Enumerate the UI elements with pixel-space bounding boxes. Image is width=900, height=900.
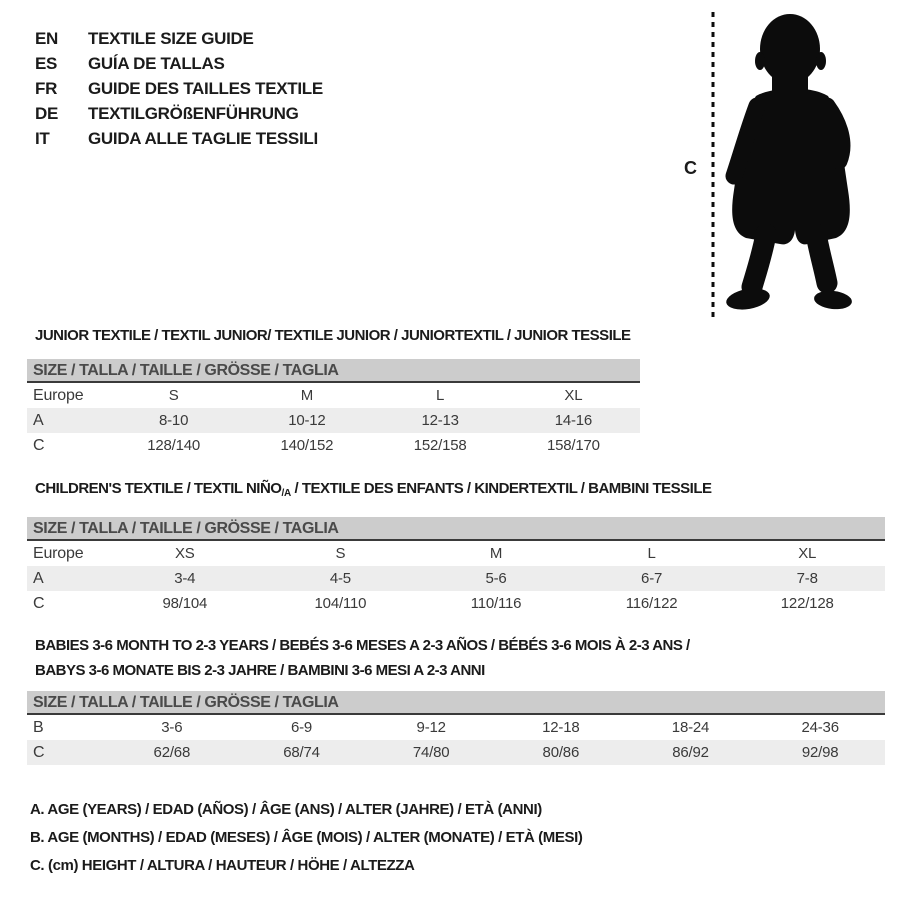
size-cell: L xyxy=(647,545,656,562)
language-code: IT xyxy=(35,128,50,148)
size-cell: 18-24 xyxy=(671,719,710,736)
size-cell: 98/104 xyxy=(162,595,208,612)
size-cell: 92/98 xyxy=(801,744,839,761)
heading-text: / TEXTILE DES ENFANTS / KINDERTEXTIL / BAMBINI TESSILE xyxy=(290,480,712,497)
heading-subscript: /A xyxy=(281,488,291,499)
row-label: A xyxy=(33,411,44,429)
size-cell: 140/152 xyxy=(280,437,334,454)
size-cell: 110/116 xyxy=(470,595,522,612)
footnote-c: C. (cm) HEIGHT / ALTURA / HAUTEUR / HÖHE / ALTEZZA xyxy=(30,857,415,874)
size-cell: 80/86 xyxy=(542,744,580,761)
table-row xyxy=(27,715,885,740)
row-label: C xyxy=(33,743,45,761)
height-label: C xyxy=(684,158,697,178)
language-row xyxy=(35,101,323,126)
size-cell: 4-5 xyxy=(329,570,351,587)
heading-line: BABIES 3-6 MONTH TO 2-3 YEARS / BEBÉS 3-6 MESES A 2-3 AÑOS / BÉBÉS 3-6 MOIS À 2-3 ANS / xyxy=(35,637,690,654)
footnote-a: A. AGE (YEARS) / EDAD (AÑOS) / ÂGE (ANS) / ALTER (JAHRE) / ETÀ (ANNI) xyxy=(30,801,542,818)
language-row xyxy=(35,26,323,51)
size-cell: 10-12 xyxy=(288,412,326,429)
section-heading-babies xyxy=(35,633,690,683)
size-cell: 14-16 xyxy=(554,412,593,429)
table-row xyxy=(27,566,885,591)
size-cell: 116/122 xyxy=(625,595,678,612)
language-code: EN xyxy=(35,28,59,48)
footnote-b: B. AGE (MONTHS) / EDAD (MESES) / ÂGE (MOIS) / ALTER (MONATE) / ETÀ (MESI) xyxy=(30,829,583,846)
row-label: Europe xyxy=(33,544,84,562)
size-cell: M xyxy=(300,387,314,404)
language-label: GUÍA DE TALLAS xyxy=(88,53,225,73)
height-figure xyxy=(660,0,900,322)
size-cell: S xyxy=(335,545,346,562)
size-cell: 152/158 xyxy=(413,437,467,454)
size-cell: 158/170 xyxy=(546,437,600,454)
size-cell: 6-9 xyxy=(290,719,313,736)
row-label: C xyxy=(33,594,45,612)
size-header-bar: SIZE / TALLA / TAILLE / GRÖSSE / TAGLIA xyxy=(27,691,885,715)
language-title-list xyxy=(35,26,323,151)
size-cell: 122/128 xyxy=(780,595,834,612)
size-cell: 12-18 xyxy=(542,719,580,736)
size-cell: 5-6 xyxy=(485,570,507,587)
language-row xyxy=(35,76,323,101)
row-label: Europe xyxy=(33,386,84,404)
footnote-list xyxy=(30,796,582,880)
table-row xyxy=(27,541,885,566)
table-row xyxy=(27,740,885,765)
size-cell: 24-36 xyxy=(801,719,839,736)
heading-text: CHILDREN'S TEXTILE / TEXTIL NIÑO xyxy=(35,480,282,497)
size-cell: XL xyxy=(564,387,583,404)
size-cell: 12-13 xyxy=(421,412,459,429)
size-cell: XS xyxy=(174,545,195,562)
size-header-bar: SIZE / TALLA / TAILLE / GRÖSSE / TAGLIA xyxy=(27,517,885,541)
row-label: C xyxy=(33,436,45,454)
size-table-children xyxy=(27,517,885,616)
size-cell: 7-8 xyxy=(796,570,818,587)
language-code: DE xyxy=(35,103,59,123)
size-cell: 3-4 xyxy=(174,570,196,587)
size-cell: 3-6 xyxy=(161,719,183,736)
row-label: A xyxy=(33,569,44,587)
size-cell: 128/140 xyxy=(147,437,201,454)
size-cell: 104/110 xyxy=(314,595,367,612)
table-row xyxy=(27,591,885,616)
size-cell: 68/74 xyxy=(283,744,320,761)
row-label: B xyxy=(33,718,44,736)
size-cell: 86/92 xyxy=(672,744,709,761)
language-row xyxy=(35,126,323,151)
language-code: FR xyxy=(35,78,58,98)
size-table-babies xyxy=(27,691,885,765)
table-row xyxy=(27,433,640,458)
section-heading-junior: JUNIOR TEXTILE / TEXTIL JUNIOR/ TEXTILE JUNIOR / JUNIORTEXTIL / JUNIOR TESSILE xyxy=(35,327,631,344)
language-label: TEXTILE SIZE GUIDE xyxy=(88,28,254,48)
size-cell: 74/80 xyxy=(412,744,450,761)
size-cell: 9-12 xyxy=(416,719,446,736)
size-cell: 62/68 xyxy=(153,744,191,761)
size-cell: M xyxy=(489,545,503,562)
size-cell: S xyxy=(168,387,179,404)
language-label: GUIDA ALLE TAGLIE TESSILI xyxy=(88,128,318,148)
size-table-junior xyxy=(27,359,640,458)
table-row xyxy=(27,408,640,433)
size-cell: 6-7 xyxy=(641,570,663,587)
language-label: TEXTILGRÖßENFÜHRUNG xyxy=(88,103,299,123)
language-row xyxy=(35,51,323,76)
size-header-bar: SIZE / TALLA / TAILLE / GRÖSSE / TAGLIA xyxy=(27,359,640,383)
size-cell: L xyxy=(436,387,445,404)
size-cell: XL xyxy=(798,545,817,562)
table-row xyxy=(27,383,640,408)
language-code: ES xyxy=(35,53,58,73)
size-cell: 8-10 xyxy=(159,412,189,429)
heading-line: BABYS 3-6 MONATE BIS 2-3 JAHRE / BAMBINI 3-6 MESI A 2-3 ANNI xyxy=(35,662,485,679)
section-heading-children xyxy=(35,480,712,499)
language-label: GUIDE DES TAILLES TEXTILE xyxy=(88,78,323,98)
